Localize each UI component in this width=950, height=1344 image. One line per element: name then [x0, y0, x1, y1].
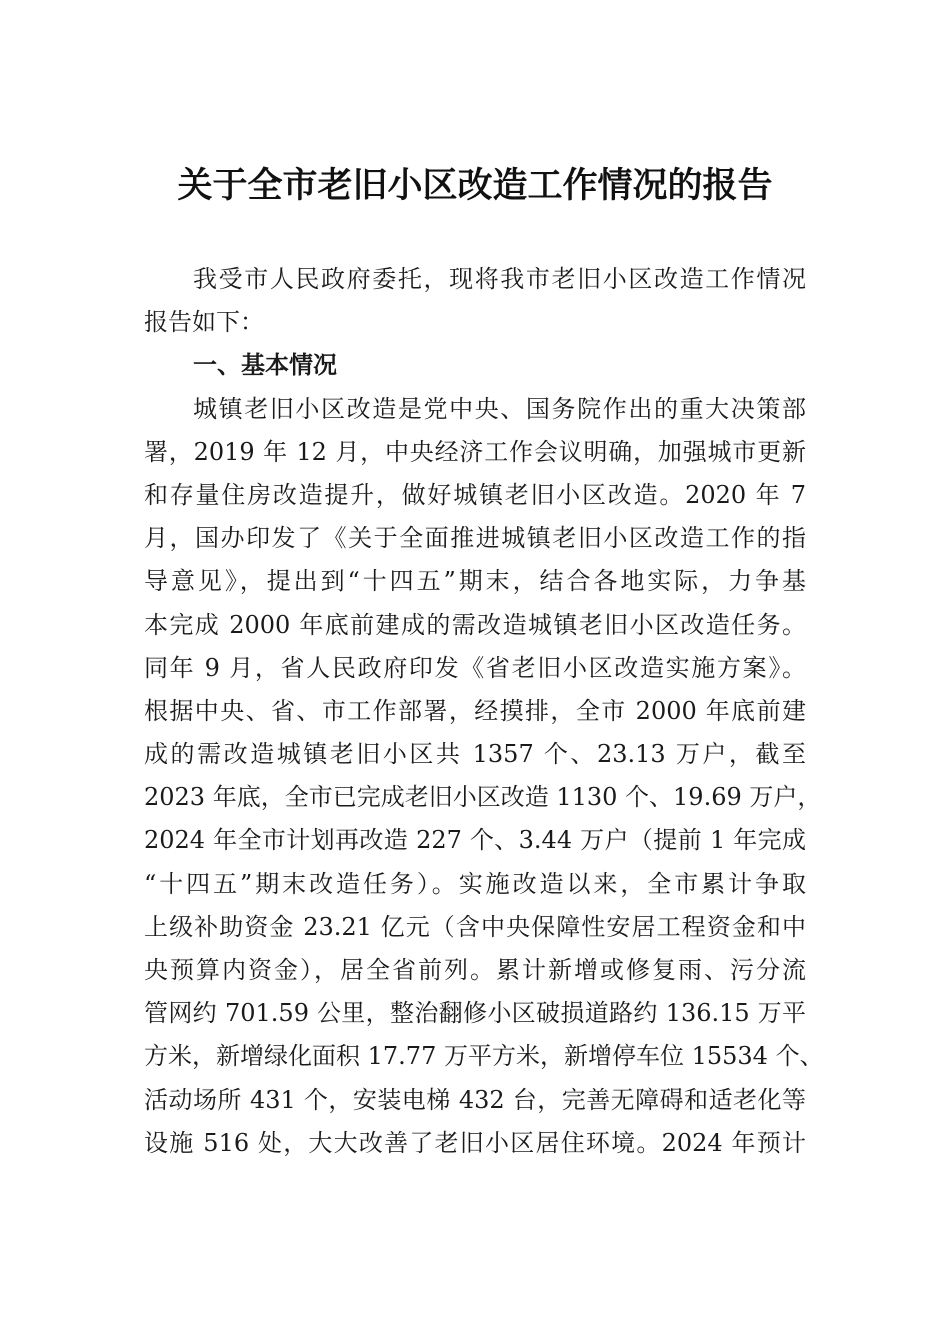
intro-line: 我受市人民政府委托，现将我市老旧小区改造工作情况: [193, 265, 806, 293]
body-line: 署，2019 年 12 月，中央经济工作会议明确，加强城市更新: [144, 437, 806, 466]
body-line: 上级补助资金 23.21 亿元（含中央保障性安居工程资金和中: [144, 912, 806, 941]
body-line: “十四五”期末改造任务）。实施改造以来，全市累计争取: [144, 869, 806, 898]
body-line: 和存量住房改造提升，做好城镇老旧小区改造。2020 年 7: [144, 480, 806, 509]
body-line: 方米，新增绿化面积 17.77 万平方米，新增停车位 15534 个、: [144, 1042, 824, 1071]
body-line: 管网约 701.59 公里，整治翻修小区破损道路约 136.15 万平: [144, 999, 806, 1028]
body-line: 月，国办印发了《关于全面推进城镇老旧小区改造工作的指: [144, 524, 806, 553]
body-line: 2023 年底，全市已完成老旧小区改造 1130 个、19.69 万户，: [144, 783, 822, 812]
body-line: 城镇老旧小区改造是党中央、国务院作出的重大决策部: [193, 394, 806, 423]
body-line: 设施 516 处，大大改善了老旧小区居住环境。2024 年预计: [144, 1128, 806, 1157]
intro-line: 报告如下：: [144, 308, 264, 337]
document-title: 关于全市老旧小区改造工作情况的报告: [177, 165, 773, 206]
section-heading: 一、基本情况: [193, 351, 337, 380]
body-line: 2024 年全市计划再改造 227 个、3.44 万户（提前 1 年完成: [144, 826, 806, 855]
body-line: 导意见》，提出到“十四五”期末，结合各地实际，力争基: [144, 567, 806, 596]
body-line: 活动场所 431 个，安装电梯 432 台，完善无障碍和适老化等: [144, 1085, 806, 1114]
body-line: 央预算内资金），居全省前列。累计新增或修复雨、污分流: [144, 956, 806, 984]
body-line: 成的需改造城镇老旧小区共 1357 个、23.13 万户，截至: [144, 740, 806, 769]
body-line: 本完成 2000 年底前建成的需改造城镇老旧小区改造任务。: [144, 610, 806, 639]
document-body: [144, 258, 824, 1165]
body-line: 根据中央、省、市工作部署，经摸排，全市 2000 年底前建: [144, 696, 806, 725]
body-line: 同年 9 月，省人民政府印发《省老旧小区改造实施方案》。: [144, 653, 806, 682]
